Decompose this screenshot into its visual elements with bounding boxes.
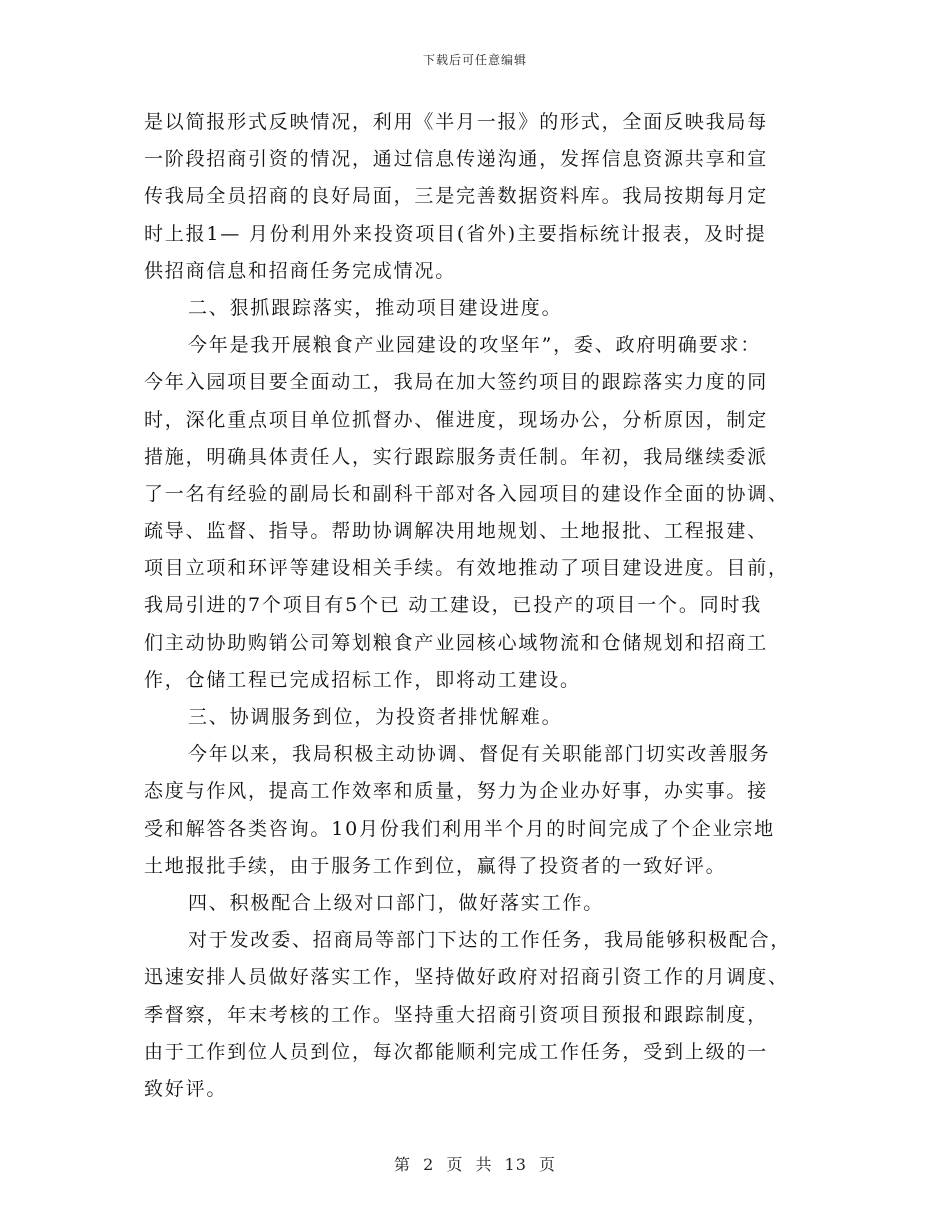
text-line: 供招商信息和招商任务完成情况。 — [144, 259, 457, 282]
text-line: 时，深化重点项目单位抓督办、催进度，现场办公，分析原因，制定 — [144, 408, 769, 431]
text-line: 季督察，年末考核的工作。坚持重大招商引资项目预报和跟踪制度， — [144, 1003, 769, 1026]
text-line: 们主动协助购销公司筹划粮食产业园核心域物流和仓储规划和招商工 — [144, 631, 769, 654]
text-line: 我局引进的7个项目有5个已 动工建设，已投产的项目一个。同时我 — [144, 594, 763, 617]
text-line: 今年入园项目要全面动工，我局在加大签约项目的跟踪落实力度的同 — [144, 371, 769, 394]
document-body — [144, 104, 804, 1108]
text-line: 传我局全员招商的良好局面，三是完善数据资料库。我局按期每月定 — [144, 185, 769, 208]
text-line: 迅速安排人员做好落实工作，坚持做好政府对招商引资工作的月调度、 — [144, 966, 789, 989]
text-line: 四、积极配合上级对口部门，做好落实工作。 — [188, 891, 605, 914]
text-line: 措施，明确具体责任人，实行跟踪服务责任制。年初，我局继续委派 — [144, 445, 769, 468]
text-line: 土地报批手续，由于服务工作到位，赢得了投资者的一致好评。 — [144, 854, 727, 877]
text-line: 对于发改委、招商局等部门下达的工作任务，我局能够积极配合， — [188, 929, 792, 952]
text-line: 一阶段招商引资的情况，通过信息传递沟通，发挥信息资源共享和宣 — [144, 148, 769, 171]
text-line: 今年是我开展粮食产业园建设的攻坚年”，委、政府明确要求： — [188, 334, 762, 357]
text-line: 了一名有经验的副局长和副科干部对各入园项目的建设作全面的协调、 — [144, 482, 789, 505]
text-line: 作，仓储工程已完成招标工作，即将动工建设。 — [144, 668, 581, 691]
text-line: 受和解答各类咨询。10月份我们利用半个月的时间完成了个企业宗地 — [144, 817, 775, 840]
page-header: 下载后可任意编辑 — [422, 53, 527, 67]
text-line: 二、狠抓跟踪落实，推动项目建设进度。 — [188, 296, 563, 319]
text-line: 致好评。 — [144, 1077, 228, 1100]
text-line: 项目立项和环评等建设相关手续。有效地推动了项目建设进度。目前， — [144, 557, 789, 580]
text-line: 疏导、监督、指导。帮助协调解决用地规划、土地报批、工程报建、 — [144, 520, 769, 543]
text-line: 今年以来，我局积极主动协调、督促有关职能部门切实改善服务 — [188, 743, 771, 766]
text-line: 态度与作风，提高工作效率和质量，努力为企业办好事，办实事。接 — [144, 780, 769, 803]
text-line: 是以简报形式反映情况，利用《半月一报》的形式，全面反映我局每 — [144, 111, 769, 133]
page-footer: 第 2 页 共 13 页 — [394, 1155, 556, 1174]
text-line: 时上报1— 月份利用外来投资项目(省外)主要指标统计报表，及时提 — [144, 222, 767, 245]
text-line: 由于工作到位人员到位，每次都能顺利完成工作任务，受到上级的一 — [144, 1040, 769, 1063]
text-line: 三、协调服务到位，为投资者排忧解难。 — [188, 706, 563, 728]
